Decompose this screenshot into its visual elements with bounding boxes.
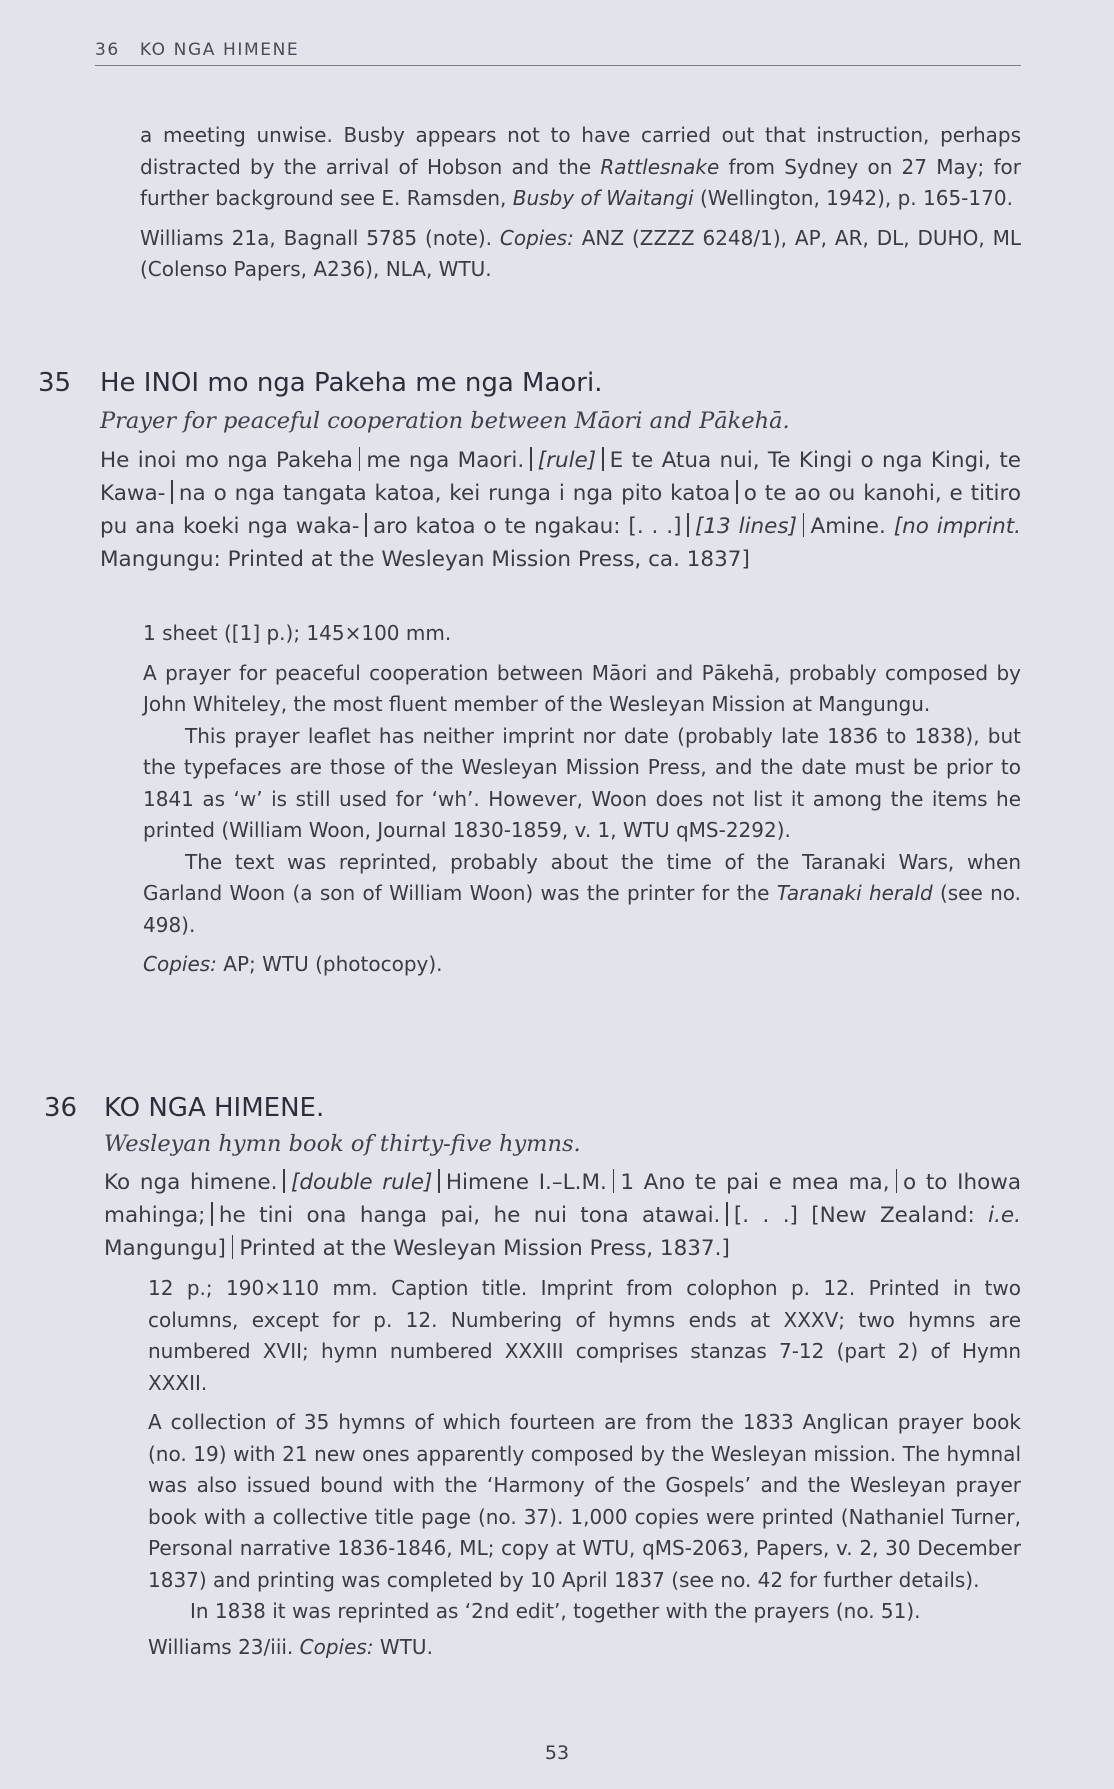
text-run: Ko nga himene. <box>104 1170 278 1195</box>
italic-run: Copies: <box>143 952 217 976</box>
text-run: WTU. <box>373 1634 433 1659</box>
text-run: Printed at the Wesleyan Mission Press, 1837.] <box>239 1236 730 1261</box>
physical-description: 12 p.; 190×110 mm. Caption title. Imprint from colophon p. 12. Printed in two columns, except for p. 12. Numbering of hymns ends at XXXV; two hymns are numbered XVII; hymn numbered XXXIII comprises stanzas 7-12 (part 2) of Hymn XXXII. <box>148 1276 1021 1395</box>
page-folio: 53 <box>544 1742 570 1764</box>
copies-line <box>143 949 1021 981</box>
text-run: Williams 23/iii. <box>148 1634 300 1659</box>
entry-36-transcription <box>104 1166 1021 1265</box>
text-run: Himene I.–L.M. <box>445 1170 607 1195</box>
entry-number: 35 <box>38 368 72 398</box>
entry-36-title <box>44 1093 324 1123</box>
italic-run: Copies: <box>499 225 574 250</box>
text-run: o te ao ou kanohi, e titiro pu ana koeki nga waka- <box>100 481 1021 539</box>
line-break-bar <box>365 513 367 537</box>
text-run: (see no. 498). <box>143 881 1022 937</box>
line-break-bar <box>803 513 805 537</box>
line-break-bar <box>602 447 604 471</box>
line-break-bar <box>283 1169 285 1193</box>
italic-run: [rule] <box>537 448 597 473</box>
line-break-bar <box>896 1169 898 1193</box>
text-run: from Sydney on 27 May; for further background see E. Ramsden, <box>140 154 1021 210</box>
italic-run: Busby of Waitangi <box>512 186 694 210</box>
text-run: na o nga tangata katoa, kei runga i nga pito katoa <box>178 481 731 506</box>
text-run: ANZ (ZZZZ 6248/1), AP, AR, DL, DUHO, ML (Colenso Papers, A236), NLA, WTU. <box>140 225 1021 281</box>
continuation-paragraph <box>140 120 1021 215</box>
running-head <box>95 40 1021 66</box>
entry-35-notes <box>143 618 1021 981</box>
italic-run: [no imprint. <box>893 514 1021 539</box>
line-break-bar <box>726 1202 728 1226</box>
note-paragraph <box>143 847 1021 942</box>
text-run: a meeting unwise. Busby appears not to have carried out that instruction, perhaps distracted by the arrival of Hobson and the <box>140 123 1021 179</box>
copies-line <box>148 1632 1021 1664</box>
entry-number: 36 <box>44 1093 78 1123</box>
text-run: 1 Ano te pai e mea ma, <box>620 1170 890 1195</box>
entry-title-text: KO NGA HIMENE. <box>104 1093 325 1123</box>
entry-35-transcription <box>100 444 1021 576</box>
text-run: E te Atua nui, Te Kingi o nga Kingi, te Kawa- <box>100 448 1021 506</box>
text-run: Mangungu: Printed at the Wesleyan Mission Press, ca. 1837] <box>100 547 750 572</box>
italic-run: [13 lines] <box>694 514 797 539</box>
text-run: (Wellington, 1942), p. 165-170. <box>693 186 1013 210</box>
text-run: o to Ihowa mahinga; <box>104 1170 1022 1228</box>
text-run: The text was reprinted, probably about the time of the Taranaki Wars, when Garland Woon (a son of William Woon) was the printer for the <box>143 849 1021 905</box>
text-run: Mangungu] <box>104 1236 226 1261</box>
running-head-title: KO NGA HIMENE <box>139 40 300 60</box>
text-run: He inoi mo nga Pakeha <box>100 448 353 473</box>
italic-run: Rattlesnake <box>600 154 720 179</box>
line-break-bar <box>211 1202 213 1226</box>
line-break-bar <box>613 1169 615 1193</box>
continuation-note <box>140 120 1021 286</box>
text-run: Williams 21a, Bagnall 5785 (note). <box>140 225 500 250</box>
italic-run: [double rule] <box>290 1170 433 1195</box>
physical-description: 1 sheet ([1] p.); 145×100 mm. <box>143 621 452 645</box>
line-break-bar <box>530 447 532 471</box>
entry-36-subtitle: Wesleyan hymn book of thirty-five hymns. <box>104 1131 581 1157</box>
note-paragraph: In 1838 it was reprinted as ‘2nd edit’, together with the prayers (no. 51). <box>190 1599 921 1623</box>
text-run: he tini ona hanga pai, he nui tona atawai. <box>218 1203 721 1228</box>
text-run: Amine. <box>810 514 894 539</box>
line-break-bar <box>736 480 738 504</box>
entry-36-notes <box>148 1273 1021 1663</box>
italic-run: Copies: <box>299 1634 374 1659</box>
line-break-bar <box>232 1235 234 1259</box>
line-break-bar <box>171 480 173 504</box>
line-break-bar <box>359 447 361 471</box>
note-paragraph: A prayer for peaceful cooperation between Māori and Pākehā, probably composed by John Whiteley, the most fluent member of the Wesleyan Mission at Mangungu. <box>143 660 1021 716</box>
text-run: me nga Maori. <box>366 448 525 473</box>
entry-title-text: He INOI mo nga Pakeha me nga Maori. <box>100 368 603 398</box>
note-paragraph: A collection of 35 hymns of which fourteen are from the 1833 Anglican prayer book (no. 19) with 21 new ones apparently composed by the Wesleyan mission. The hymnal was also issued bound with the ‘Harmony of the Gospels’ and the Wesleyan prayer book with a collective title page (no. 37). 1,000 copies were printed (Nathaniel Turner, Personal narrative 1836-1846, ML; copy at WTU, qMS-2063, Papers, v. 2, 30 December 1837) and printing was completed by 10 April 1837 (see no. 42 for further details). <box>148 1410 1021 1592</box>
entry-35-title <box>38 368 602 398</box>
text-run: AP; WTU (photocopy). <box>216 952 443 976</box>
line-break-bar <box>438 1169 440 1193</box>
running-head-page: 36 <box>95 40 120 60</box>
line-break-bar <box>687 513 689 537</box>
continuation-copies <box>140 223 1021 286</box>
text-run: [New Zealand: <box>811 1203 989 1228</box>
text-run: aro katoa o te ngakau: [. . .] <box>372 514 682 539</box>
entry-35-subtitle: Prayer for peaceful cooperation between Māori and Pākehā. <box>100 408 790 434</box>
text-run: [. . .] <box>733 1203 798 1228</box>
italic-run: Taranaki herald <box>776 881 933 905</box>
note-paragraph: This prayer leaflet has neither imprint nor date (probably late 1836 to 1838), but the typefaces are those of the Wesleyan Mission Press, and the date must be prior to 1841 as ‘w’ is still used for ‘wh’. However, Woon does not list it among the items he printed (William Woon, Journal 1830-1859, v. 1, WTU qMS-2292). <box>143 723 1021 842</box>
italic-run: i.e. <box>988 1203 1021 1228</box>
